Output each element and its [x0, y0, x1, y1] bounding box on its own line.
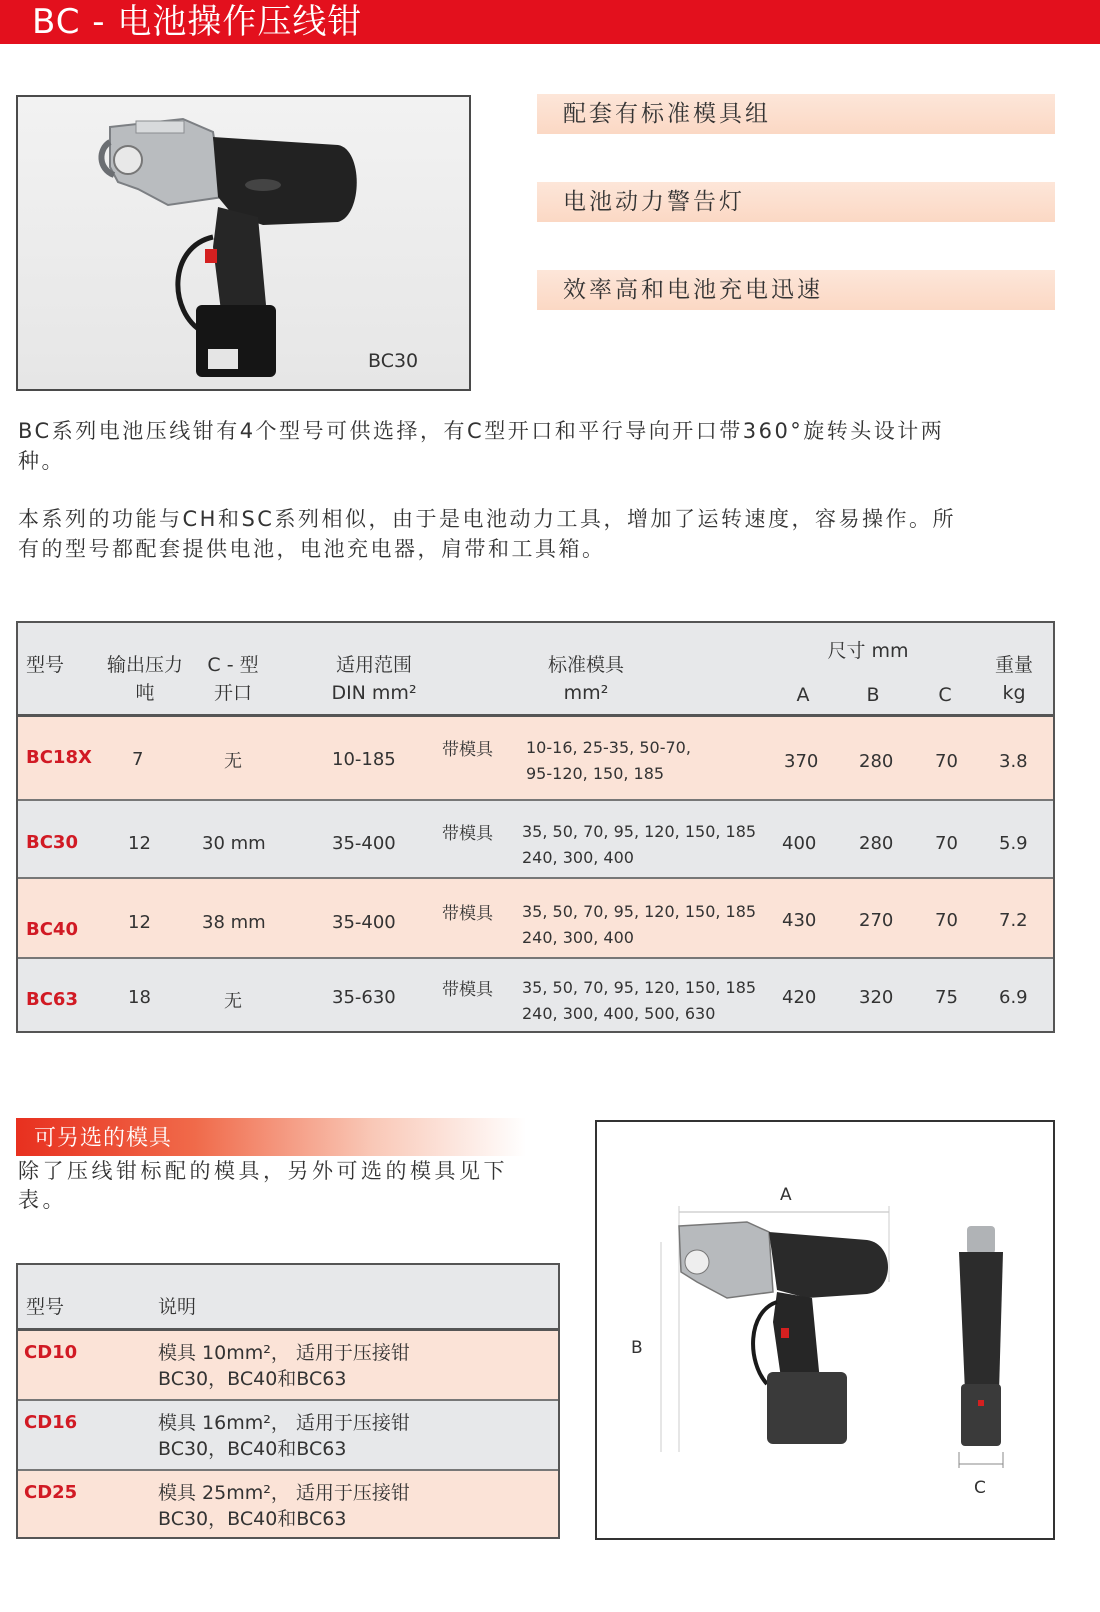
optional-table [16, 1263, 560, 1539]
row-description-line: 模具 16mm²， 适用于压接钳 [158, 1412, 410, 1434]
section-title: 可另选的模具 [34, 1126, 173, 1151]
row-model: BC40 [26, 919, 78, 940]
row-dim-a: 370 [784, 751, 819, 772]
row-model: BC18X [26, 747, 92, 768]
col-range-unit: DIN mm² [331, 682, 417, 704]
row-model: CD16 [24, 1412, 78, 1433]
col-opening-unit: 开口 [213, 682, 252, 704]
row-dim-a: 430 [782, 910, 817, 931]
row-dies-line: 240, 300, 400 [522, 928, 634, 947]
col-model: 型号 [26, 1296, 65, 1318]
dimension-label-b: B [631, 1338, 643, 1358]
dimension-label-c: C [974, 1478, 986, 1498]
row-dies-line: 10-16, 25-35, 50-70, [526, 738, 691, 757]
row-dim-a: 400 [782, 833, 817, 854]
row-dim-b: 320 [859, 987, 894, 1008]
col-opening-label: C - 型 [207, 654, 259, 676]
row-opening: 无 [224, 751, 242, 772]
col-dies-label: 标准模具 [547, 654, 624, 676]
feature-warning-light: 电池动力警告灯 [537, 182, 1055, 222]
dimension-label-a: A [780, 1185, 792, 1205]
row-dies-line: 35, 50, 70, 95, 120, 150, 185 [522, 978, 757, 997]
row-dies-line: 35, 50, 70, 95, 120, 150, 185 [522, 902, 757, 921]
spec-table [16, 621, 1055, 1033]
row-model: BC30 [26, 832, 78, 853]
dimension-diagram [595, 1120, 1055, 1540]
row-weight: 5.9 [999, 833, 1028, 854]
row-range: 35-400 [332, 833, 396, 854]
row-dim-b: 280 [859, 833, 894, 854]
row-range: 35-630 [332, 987, 396, 1008]
row-with-die: 带模具 [442, 980, 493, 1000]
row-dim-b: 280 [859, 751, 894, 772]
row-force: 12 [128, 833, 151, 854]
col-description: 说明 [158, 1296, 197, 1318]
col-dim-a: A [796, 684, 810, 706]
row-description-line: 模具 10mm²， 适用于压接钳 [158, 1342, 410, 1364]
section-text [18, 1157, 566, 1215]
col-range-label: 适用范围 [335, 654, 412, 676]
intro-line: 种。 [18, 449, 65, 473]
row-model: CD10 [24, 1342, 78, 1363]
intro-line: 有的型号都配套提供电池，电池充电器，肩带和工具箱。 [18, 537, 606, 561]
row-force: 18 [128, 987, 151, 1008]
photo-caption: BC30 [368, 350, 419, 372]
section-text-line: 表。 [18, 1188, 67, 1212]
row-range: 35-400 [332, 912, 396, 933]
intro-paragraph-2 [18, 504, 1058, 564]
row-dim-c: 70 [935, 833, 958, 854]
row-description-line: 模具 25mm²， 适用于压接钳 [158, 1482, 410, 1504]
col-force-label: 输出压力 [106, 654, 183, 676]
row-force: 7 [132, 749, 144, 770]
row-weight: 7.2 [999, 910, 1028, 931]
row-with-die: 带模具 [442, 904, 493, 924]
crimping-tool-illustration [18, 97, 469, 389]
row-force: 12 [128, 912, 151, 933]
row-range: 10-185 [332, 749, 396, 770]
product-photo [16, 95, 471, 391]
col-model: 型号 [26, 654, 65, 676]
row-dies-line: 240, 300, 400, 500, 630 [522, 1004, 716, 1023]
col-dimensions: 尺寸 mm [827, 640, 909, 662]
row-with-die: 带模具 [442, 824, 493, 844]
section-text-line: 除了压线钳标配的模具，另外可选的模具见下 [18, 1159, 508, 1183]
row-dim-c: 75 [935, 987, 958, 1008]
row-dies-line: 35, 50, 70, 95, 120, 150, 185 [522, 822, 757, 841]
row-model: CD25 [24, 1482, 78, 1503]
row-dies-line: 95-120, 150, 185 [526, 764, 665, 783]
intro-paragraph-1 [18, 416, 1058, 476]
row-opening: 38 mm [202, 912, 266, 933]
intro-line: 本系列的功能与CH和SC系列相似，由于是电池动力工具，增加了运转速度，容易操作。所 [18, 507, 956, 531]
intro-line: BC系列电池压线钳有4个型号可供选择，有C型开口和平行导向开口带360°旋转头设计两 [18, 419, 945, 443]
row-weight: 3.8 [999, 751, 1028, 772]
row-dim-c: 70 [935, 751, 958, 772]
row-opening: 无 [224, 991, 242, 1012]
row-with-die: 带模具 [442, 740, 493, 760]
feature-fast-charge: 效率高和电池充电迅速 [537, 270, 1055, 310]
col-weight-unit: kg [1002, 682, 1026, 704]
col-dim-c: C [938, 684, 952, 706]
row-dim-a: 420 [782, 987, 817, 1008]
col-weight-label: 重量 [994, 654, 1033, 676]
tool-dimension-illustration [597, 1122, 1053, 1538]
row-description-line: BC30，BC40和BC63 [158, 1368, 347, 1390]
row-model: BC63 [26, 989, 78, 1010]
col-dies-unit: mm² [563, 682, 609, 704]
page-title: BC - 电池操作压线钳 [32, 2, 363, 42]
row-dim-c: 70 [935, 910, 958, 931]
row-description-line: BC30，BC40和BC63 [158, 1438, 347, 1460]
col-force-unit: 吨 [135, 682, 155, 704]
col-dim-b: B [866, 684, 880, 706]
row-dies-line: 240, 300, 400 [522, 848, 634, 867]
row-opening: 30 mm [202, 833, 266, 854]
feature-standard-dies: 配套有标准模具组 [537, 94, 1055, 134]
row-dim-b: 270 [859, 910, 894, 931]
row-description-line: BC30，BC40和BC63 [158, 1508, 347, 1530]
row-weight: 6.9 [999, 987, 1028, 1008]
